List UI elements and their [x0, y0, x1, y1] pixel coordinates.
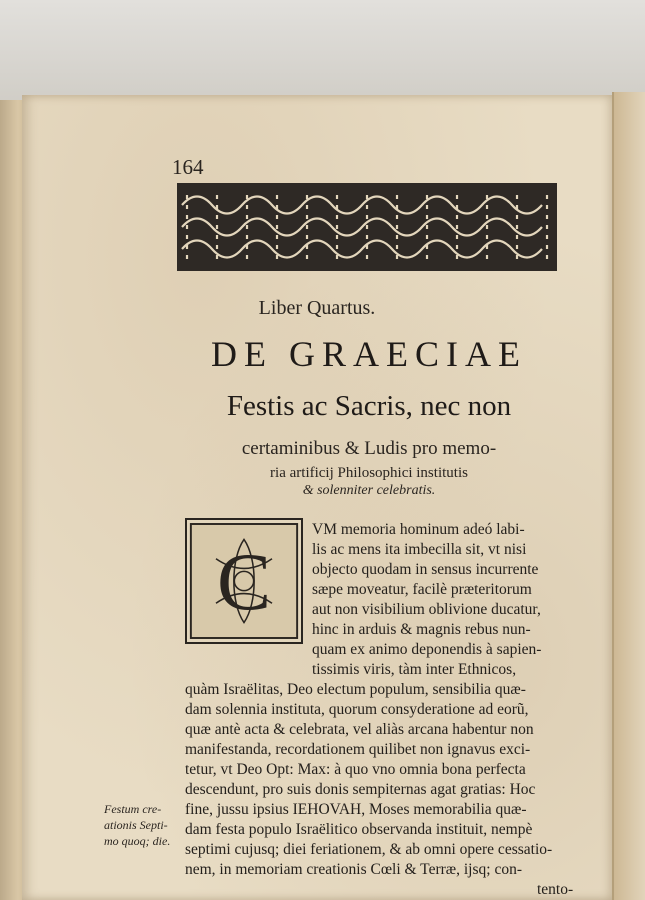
- margin-note-line: mo quoq; die.: [104, 834, 171, 848]
- catchword: tento-: [537, 881, 574, 898]
- body-line: hinc in arduis & magnis rebus nun-: [312, 621, 531, 638]
- body-line: aut non visibilium oblivione ducatur,: [312, 601, 541, 618]
- body-line: lis ac mens ita imbecilla sit, vt nisi: [312, 541, 527, 558]
- page-number: 164: [172, 155, 204, 179]
- drop-cap-letter: C: [216, 537, 272, 628]
- chapter-subtitle: Festis ac Sacris, nec non: [226, 390, 512, 422]
- body-line: fine, jussu ipsius IEHOVAH, Moses memorabilia quæ-: [185, 801, 527, 818]
- body-line: septimi cujusq; diei feriationem, & ab omni opere cessatio-: [185, 841, 553, 858]
- background-table: [0, 0, 645, 110]
- body-line: dam solennia instituta, quorum consyderatione ad eorũ,: [185, 701, 529, 718]
- margin-note-line: ationis Septi-: [104, 818, 168, 832]
- body-line: nem, in memoriam creationis Cœli & Terræ, ijsq; con-: [185, 861, 522, 878]
- book-label: Liber Quartus.: [258, 297, 376, 319]
- facing-page-edge: [612, 92, 645, 900]
- margin-note-line: Festum cre-: [104, 802, 162, 816]
- body-line: tissimis viris, tàm inter Ethnicos,: [312, 661, 517, 678]
- subtitle-line-3: & solenniter celebratis.: [302, 483, 436, 498]
- body-line: objecto quodam in sensus incurrente: [312, 561, 539, 578]
- body-line: dam festa populo Israëlitico observanda instituit, nempè: [185, 821, 533, 838]
- book-page: [22, 95, 612, 900]
- subtitle-line-1: certaminibus & Ludis pro memo-: [241, 438, 497, 459]
- subtitle-line-2: ria artificij Philosophici institutis: [270, 465, 468, 481]
- chapter-title: DE GRAECIAE: [211, 334, 527, 374]
- body-line: quam ex animo deponendis à sapien-: [312, 641, 542, 658]
- body-line: descendunt, pro suis donis sempiternas agat gratias: Hoc: [185, 781, 536, 798]
- headpiece-ornament: [177, 183, 557, 271]
- body-line: quàm Israëlitas, Deo electum populum, sensibilia quæ-: [185, 681, 526, 698]
- body-line: VM memoria hominum adeó labi-: [312, 521, 525, 538]
- body-line: sæpe moveatur, facilè præteritorum: [312, 581, 532, 598]
- body-line: quæ antè acta & celebrata, vel aliàs arcana habentur non: [185, 721, 534, 738]
- decorated-initial: [185, 518, 303, 644]
- body-line: tetur, vt Deo Opt: Max: à quo vno omnia bona perfecta: [185, 761, 526, 778]
- body-line: manifestanda, recordationem quilibet non ignavus exci-: [185, 741, 531, 758]
